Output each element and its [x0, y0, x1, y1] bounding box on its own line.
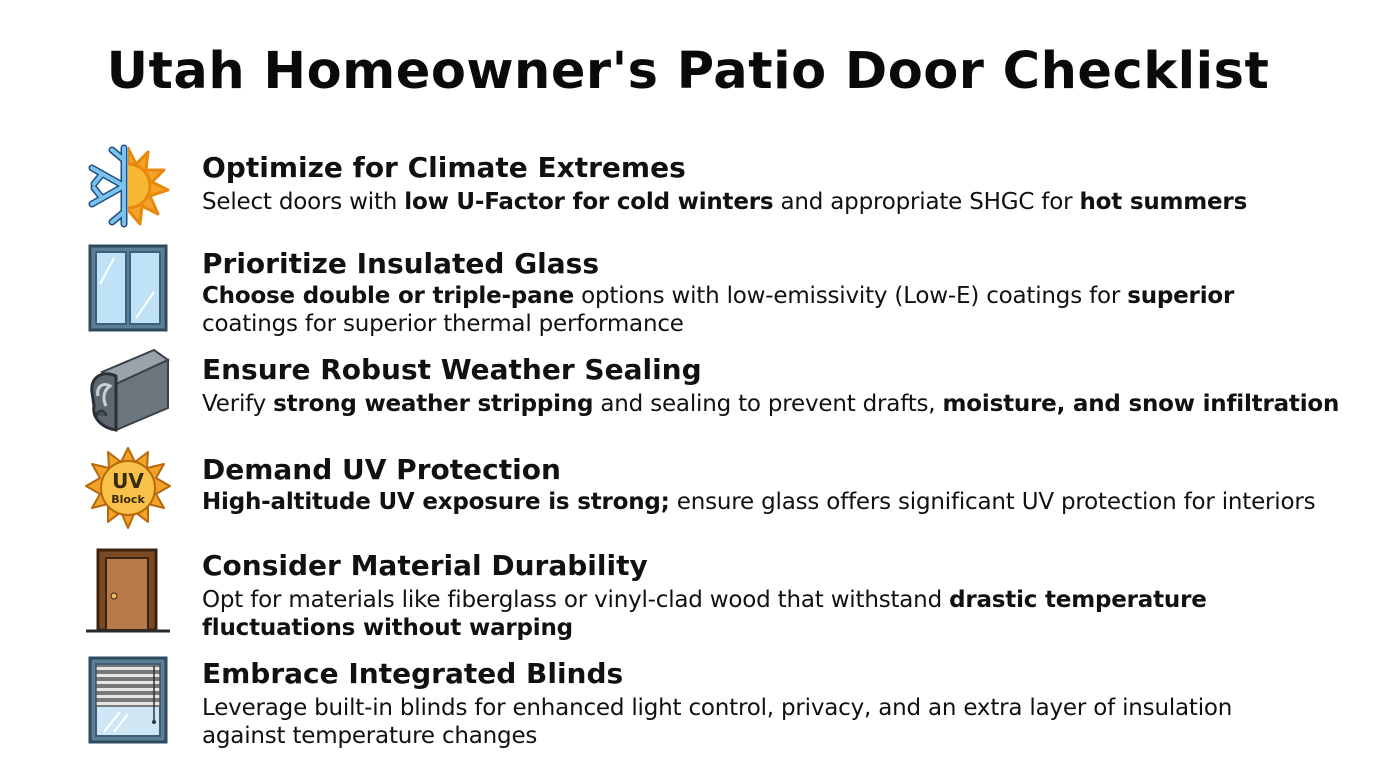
- wooden-door-icon: [84, 546, 172, 634]
- item-description-line2: [202, 614, 573, 642]
- page-title: Utah Homeowner's Patio Door Checklist: [106, 42, 1270, 101]
- item-heading: Demand UV Protection: [202, 453, 561, 486]
- item-heading: Prioritize Insulated Glass: [202, 247, 600, 280]
- description-segment: and appropriate SHGC for: [773, 189, 1080, 215]
- block-icon-label: Block: [111, 493, 145, 506]
- window-glass-icon: [84, 244, 172, 332]
- item-description-line2: [202, 722, 537, 750]
- description-segment: coatings for superior thermal performance: [202, 311, 684, 337]
- uv-icon-label: UV: [112, 469, 144, 493]
- description-bold-segment: strong weather stripping: [273, 391, 594, 417]
- description-bold-segment: High-altitude UV exposure is strong;: [202, 489, 670, 515]
- description-bold-segment: superior: [1127, 283, 1235, 309]
- item-description-line1: [202, 188, 1247, 216]
- description-segment: against temperature changes: [202, 723, 538, 749]
- description-segment: Leverage built-in blinds for enhanced light control, privacy, and an extra layer of insulation: [202, 695, 1233, 721]
- description-bold-segment: Choose double or triple-pane: [202, 283, 574, 309]
- snowflake-sun-icon: [84, 142, 172, 230]
- weather-seal-icon: [84, 346, 172, 434]
- item-heading: Ensure Robust Weather Sealing: [202, 353, 702, 386]
- item-description-line2: [202, 310, 684, 338]
- description-bold-segment: moisture, and snow infiltration: [942, 391, 1340, 417]
- description-bold-segment: low U-Factor for cold winters: [404, 189, 774, 215]
- description-segment: options with low-emissivity (Low-E) coatings for: [573, 283, 1128, 309]
- description-segment: and sealing to prevent drafts,: [593, 391, 943, 417]
- description-segment: Opt for materials like fiberglass or vinyl-clad wood that withstand: [202, 587, 950, 613]
- description-segment: Select doors with: [202, 189, 405, 215]
- item-description-line1: [202, 488, 1315, 516]
- item-description-line1: [202, 390, 1339, 418]
- item-description-line1: [202, 694, 1232, 722]
- uv-block-sun-icon: [84, 446, 172, 534]
- item-heading: Optimize for Climate Extremes: [202, 151, 686, 184]
- description-segment: Verify: [202, 391, 274, 417]
- description-bold-segment: fluctuations without warping: [202, 615, 573, 641]
- description-bold-segment: hot summers: [1079, 189, 1248, 215]
- item-description-line1: [202, 586, 1207, 614]
- window-blinds-icon: [84, 656, 172, 744]
- item-description-line1: [202, 282, 1234, 310]
- description-bold-segment: drastic temperature: [949, 587, 1207, 613]
- item-heading: Consider Material Durability: [202, 549, 648, 582]
- description-segment: ensure glass offers significant UV protection for interiors: [669, 489, 1316, 515]
- item-heading: Embrace Integrated Blinds: [202, 657, 624, 690]
